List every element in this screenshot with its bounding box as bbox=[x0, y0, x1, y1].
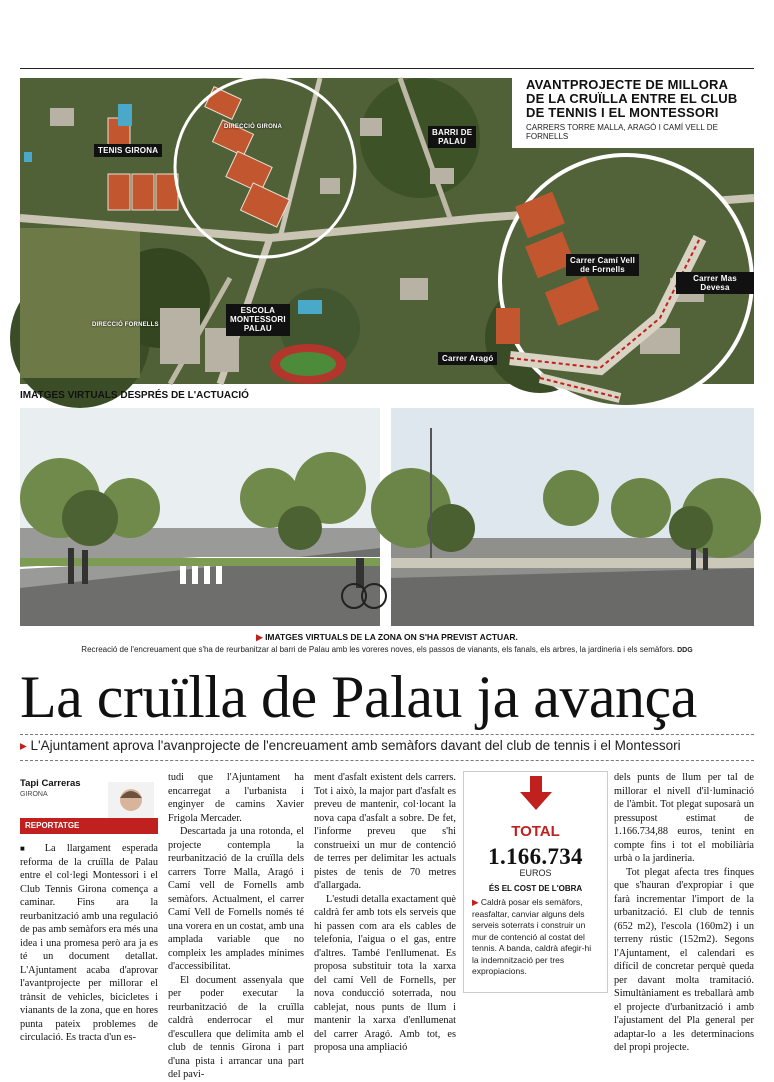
label-cami-vell bbox=[566, 254, 639, 276]
subheadline bbox=[20, 738, 681, 754]
caption bbox=[20, 645, 754, 654]
label-escola-line2: MONTESSORI bbox=[230, 315, 286, 325]
caption-heading-text: IMATGES VIRTUALS DE LA ZONA ON S'HA PREVIST ACTUAR. bbox=[265, 632, 518, 642]
infographic-title-line2: DE LA CRUÏLLA ENTRE EL CLUB bbox=[526, 91, 738, 106]
total-cost-box bbox=[463, 771, 608, 993]
label-mas-devesa: Carrer Mas Devesa bbox=[676, 272, 754, 294]
total-unit: EUROS bbox=[519, 868, 552, 878]
article-column-5 bbox=[614, 771, 754, 1055]
label-barri-line2: PALAU bbox=[438, 137, 467, 147]
label-cami-line1: Carrer Camí Vell bbox=[570, 256, 636, 265]
author-location: GIRONA bbox=[20, 791, 48, 798]
col5-paragraph-2: Tot plegat afecta tres finques que s'hauran d'expropiar i que farà incrementar l'import de la urbanització. El club de tennis (652 m2), l'escola (160m2) i un terreny rústic (152m2). Segons l'Ajuntament, el calendari es difícil de concretar perquè queda per davant molta tramitació. Simultàniament es treballarà amb el projecte d'urbanització i amb l'ajustament del Pla general per adaptar-lo a les determinacions del propi projecte. bbox=[614, 866, 754, 1053]
subhead-triangle-icon: ▸ bbox=[20, 738, 27, 753]
label-escola-line3: PALAU bbox=[243, 324, 272, 334]
total-note-text: Caldrà posar els semàfors, reasfaltar, canviar alguns dels serveis soterrats i construir un mur de contenció al costat del tennis. A banda, caldrà afegir-hi la indemnització per tres expropiacions. bbox=[472, 897, 592, 976]
article-column-3 bbox=[314, 771, 456, 1055]
label-tenis-girona: TENIS GIRONA bbox=[94, 144, 162, 157]
render-image-left bbox=[20, 408, 380, 626]
section-tag: REPORTATGE bbox=[20, 818, 158, 834]
arrow-down-icon bbox=[516, 776, 556, 812]
label-direccio-fornells: DIRECCIÓ FORNELLS bbox=[92, 322, 159, 328]
subhead-text: L'Ajuntament aprova l'avanprojecte de l'encreuament amb semàfors davant del club de tennis i el Montessori bbox=[30, 738, 681, 753]
label-barri-de-palau bbox=[428, 126, 476, 148]
infographic-title-box bbox=[512, 78, 754, 148]
headline: La cruïlla de Palau ja avança bbox=[20, 664, 697, 730]
virtual-images-heading: IMATGES VIRTUALS DESPRÉS DE L'ACTUACIÓ bbox=[20, 390, 249, 401]
render-image-right bbox=[391, 408, 754, 626]
render-right-illustration bbox=[391, 408, 754, 626]
col5-paragraph-1: dels punts de llum per tal de millorar el nivell d'il·luminació de l'àmbit. Tot plegat suposarà un pressupost estimat de 1.166.734,88 euros, tenint en compte fins i tot el mobiliària urbà o la jardineria. bbox=[614, 772, 754, 864]
top-rule bbox=[20, 68, 754, 69]
caption-heading bbox=[0, 632, 774, 643]
note-triangle-icon: ▶ bbox=[472, 897, 479, 907]
col2-paragraph-2: Descartada ja una rotonda, el projecte contempla la reurbanització de la cruïlla dels carrers Torre Malla, Aragó i Camí vell de Fornells amb semàfors. Actualment, el carrer Camí Vell de Fornells només té una vorera en un costat, amb una amplada variable que no compleix les amplades mínimes d'accessibilitat. bbox=[168, 826, 304, 972]
col2-paragraph-3: El document assenyala que per poder executar la reurbanització de la cruïlla caldrà enderrocar el mur d'escullera que delimita amb el club de tennis Girona i part d'una pista i arrancar una part del pavi- bbox=[168, 974, 304, 1080]
infographic-subtitle: CARRERS TORRE MALLA, ARAGÓ I CAMÍ VELL DE FORNELLS bbox=[526, 123, 718, 141]
col3-paragraph-1: ment d'asfalt existent dels carrers. Tot i això, la major part d'asfalt es preveu de mantenir, col·locant la nova capa d'asfalt a sobre. De fet, l'informe preveu que s'hi construeixi un mur de contenció de terres per delimitar les actuals pistes de tenis de 70 metres d'allargada. bbox=[314, 772, 456, 891]
caption-credit: DDG bbox=[677, 647, 693, 654]
paragraph-square-icon: ■ bbox=[20, 844, 34, 853]
label-barri-line1: BARRI DE bbox=[432, 128, 473, 137]
total-note bbox=[464, 893, 607, 978]
render-left-illustration bbox=[20, 408, 380, 626]
label-arago: Carrer Aragó bbox=[438, 352, 497, 365]
label-escola-montessori bbox=[226, 304, 290, 336]
caption-text: Recreació de l'encreuament que s'ha de reurbanitzar al barri de Palau amb les voreres noves, els passos de vianants, els fanals, els arbres, la jardineria i els semàfors. bbox=[81, 645, 675, 654]
divider-bottom bbox=[20, 760, 754, 761]
col1-text: La llargament esperada reforma de la cruïlla de Palau entre el col·legi Montessori i el Club Tennis Girona comença a caminar. Fins ara la reurbanització amb una regulació de pas amb semàfors era més una idea i una promesa però ara ja es té un document detallat. L'Ajuntament acaba d'aprovar l'avantprojecte per millorar el trànsit de vehicles, bicicletes i vianants de la zona, que en hores punta pateix problemes de circulació. Es tracta d'un es- bbox=[20, 843, 158, 1043]
author-name: Tapi Carreras bbox=[20, 778, 81, 789]
article-column-2 bbox=[168, 771, 304, 1082]
label-escola-line1: ESCOLA bbox=[240, 306, 276, 315]
col2-paragraph-1: tudi que l'Ajuntament ha encarregat a l'urbanista i enginyer de camins Xavier Frigola Mercader. bbox=[168, 772, 304, 824]
label-cami-line2: de Fornells bbox=[580, 265, 625, 275]
caption-triangle-icon: ▶ bbox=[256, 632, 263, 642]
divider-top bbox=[20, 734, 754, 735]
col3-paragraph-2: L'estudi detalla exactament què caldrà fer amb tots els serveis que hi passen com ara els cables de telefonia, l'aigua o el gas, entre d'altres. També l'enllumenat. Es proposa substituir tota la xarxa del camí Vell de Fornells, per nova conducció soterrada, nou cablejat, nous punts de llum i mantenir la xarxa d'enllumenat del carrer Aragó. Amb tot, es proposa una ampliació bbox=[314, 893, 456, 1053]
total-label: TOTAL bbox=[511, 823, 560, 840]
total-cost-label: ÉS EL COST DE L'OBRA bbox=[488, 884, 583, 893]
label-direccio-girona: DIRECCIÓ GIRONA bbox=[224, 124, 283, 130]
infographic-title-line1: AVANTPROJECTE DE MILLORA bbox=[526, 77, 729, 92]
article-column-1 bbox=[20, 842, 158, 1045]
infographic-title-line3: DE TENNIS I EL MONTESSORI bbox=[526, 105, 719, 120]
total-value: 1.166.734 bbox=[488, 844, 583, 869]
